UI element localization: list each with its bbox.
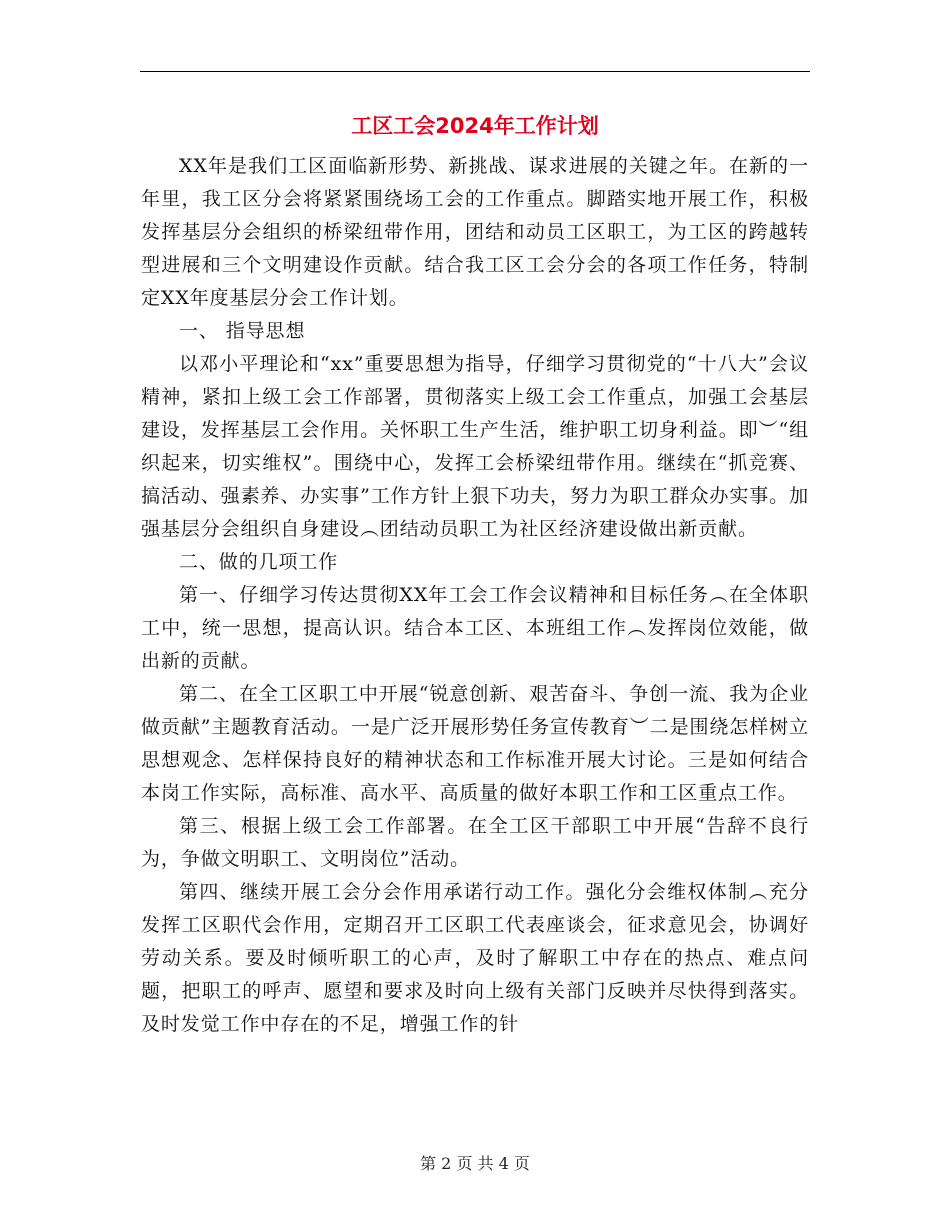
document-body (141, 150, 809, 1041)
heading-work-items: 二、做的几项工作 (179, 551, 339, 573)
header-rule (140, 71, 810, 72)
paragraph-item-fourth: 第四、继续开展工会分会作用承诺行动工作。强化分会维权体制︵充分发挥工区职代会作用，定期召开工区职工代表座谈会，征求意见会，协调好劳动关系。要及时倾听职工的心声，及时了解职工中存在的热点、难点问题，把职工的呼声、愿望和要求及时向上级有关部门反映并尽快得到落实。及时发觉工作中存在的不足，增强工作的针 (141, 881, 809, 1035)
paragraph-intro: XX年是我们工区面临新形势、新挑战、谋求进展的关键之年。在新的一年里，我工区分会将紧紧围绕场工会的工作重点。脚踏实地开展工作，积极发挥基层分会组织的桥梁纽带作用，团结和动员工区职工，为工区的跨越转型进展和三个文明建设作贡献。结合我工区工会分会的各项工作任务，特制定XX年度基层分会工作计划。 (141, 155, 809, 309)
paragraph-item-second: 第二、在全工区职工中开展“锐意创新、艰苦奋斗、争创一流、我为企业做贡献”主题教育活动。一是广泛开展形势任务宣传教育︶二是围绕怎样树立思想观念、怎样保持良好的精神状态和工作标准开展大讨论。三是如何结合本岗工作实际，高标准、高水平、高质量的做好本职工作和工区重点工作。 (141, 683, 809, 804)
paragraph-item-third: 第三、根据上级工会工作部署。在全工区干部职工中开展“告辞不良行为，争做文明职工、文明岗位”活动。 (141, 815, 809, 870)
heading-guiding-ideology: 一、 指导思想 (179, 320, 306, 342)
paragraph-guiding-ideology: 以邓小平理论和“xx”重要思想为指导，仔细学习贯彻党的“十八大”会议精神，紧扣上级工会工作部署，贯彻落实上级工会工作重点，加强工会基层建设，发挥基层工会作用。关怀职工生产生活，维护职工切身利益。即︶“组织起来，切实维权”。围绕中心，发挥工会桥梁纽带作用。继续在“抓竞赛、搞活动、强素养、办实事”工作方针上狠下功夫，努力为职工群众办实事。加强基层分会组织自身建设︵团结动员职工为社区经济建设做出新贡献。 (141, 353, 809, 540)
document-title: 工区工会2024年工作计划 (351, 114, 599, 138)
paragraph-item-first: 第一、仔细学习传达贯彻XX年工会工作会议精神和目标任务︵在全体职工中，统一思想，提高认识。结合本工区、本班组工作︵发挥岗位效能，做出新的贡献。 (141, 584, 809, 672)
page-number-footer: 第 2 页 共 4 页 (420, 1154, 530, 1173)
